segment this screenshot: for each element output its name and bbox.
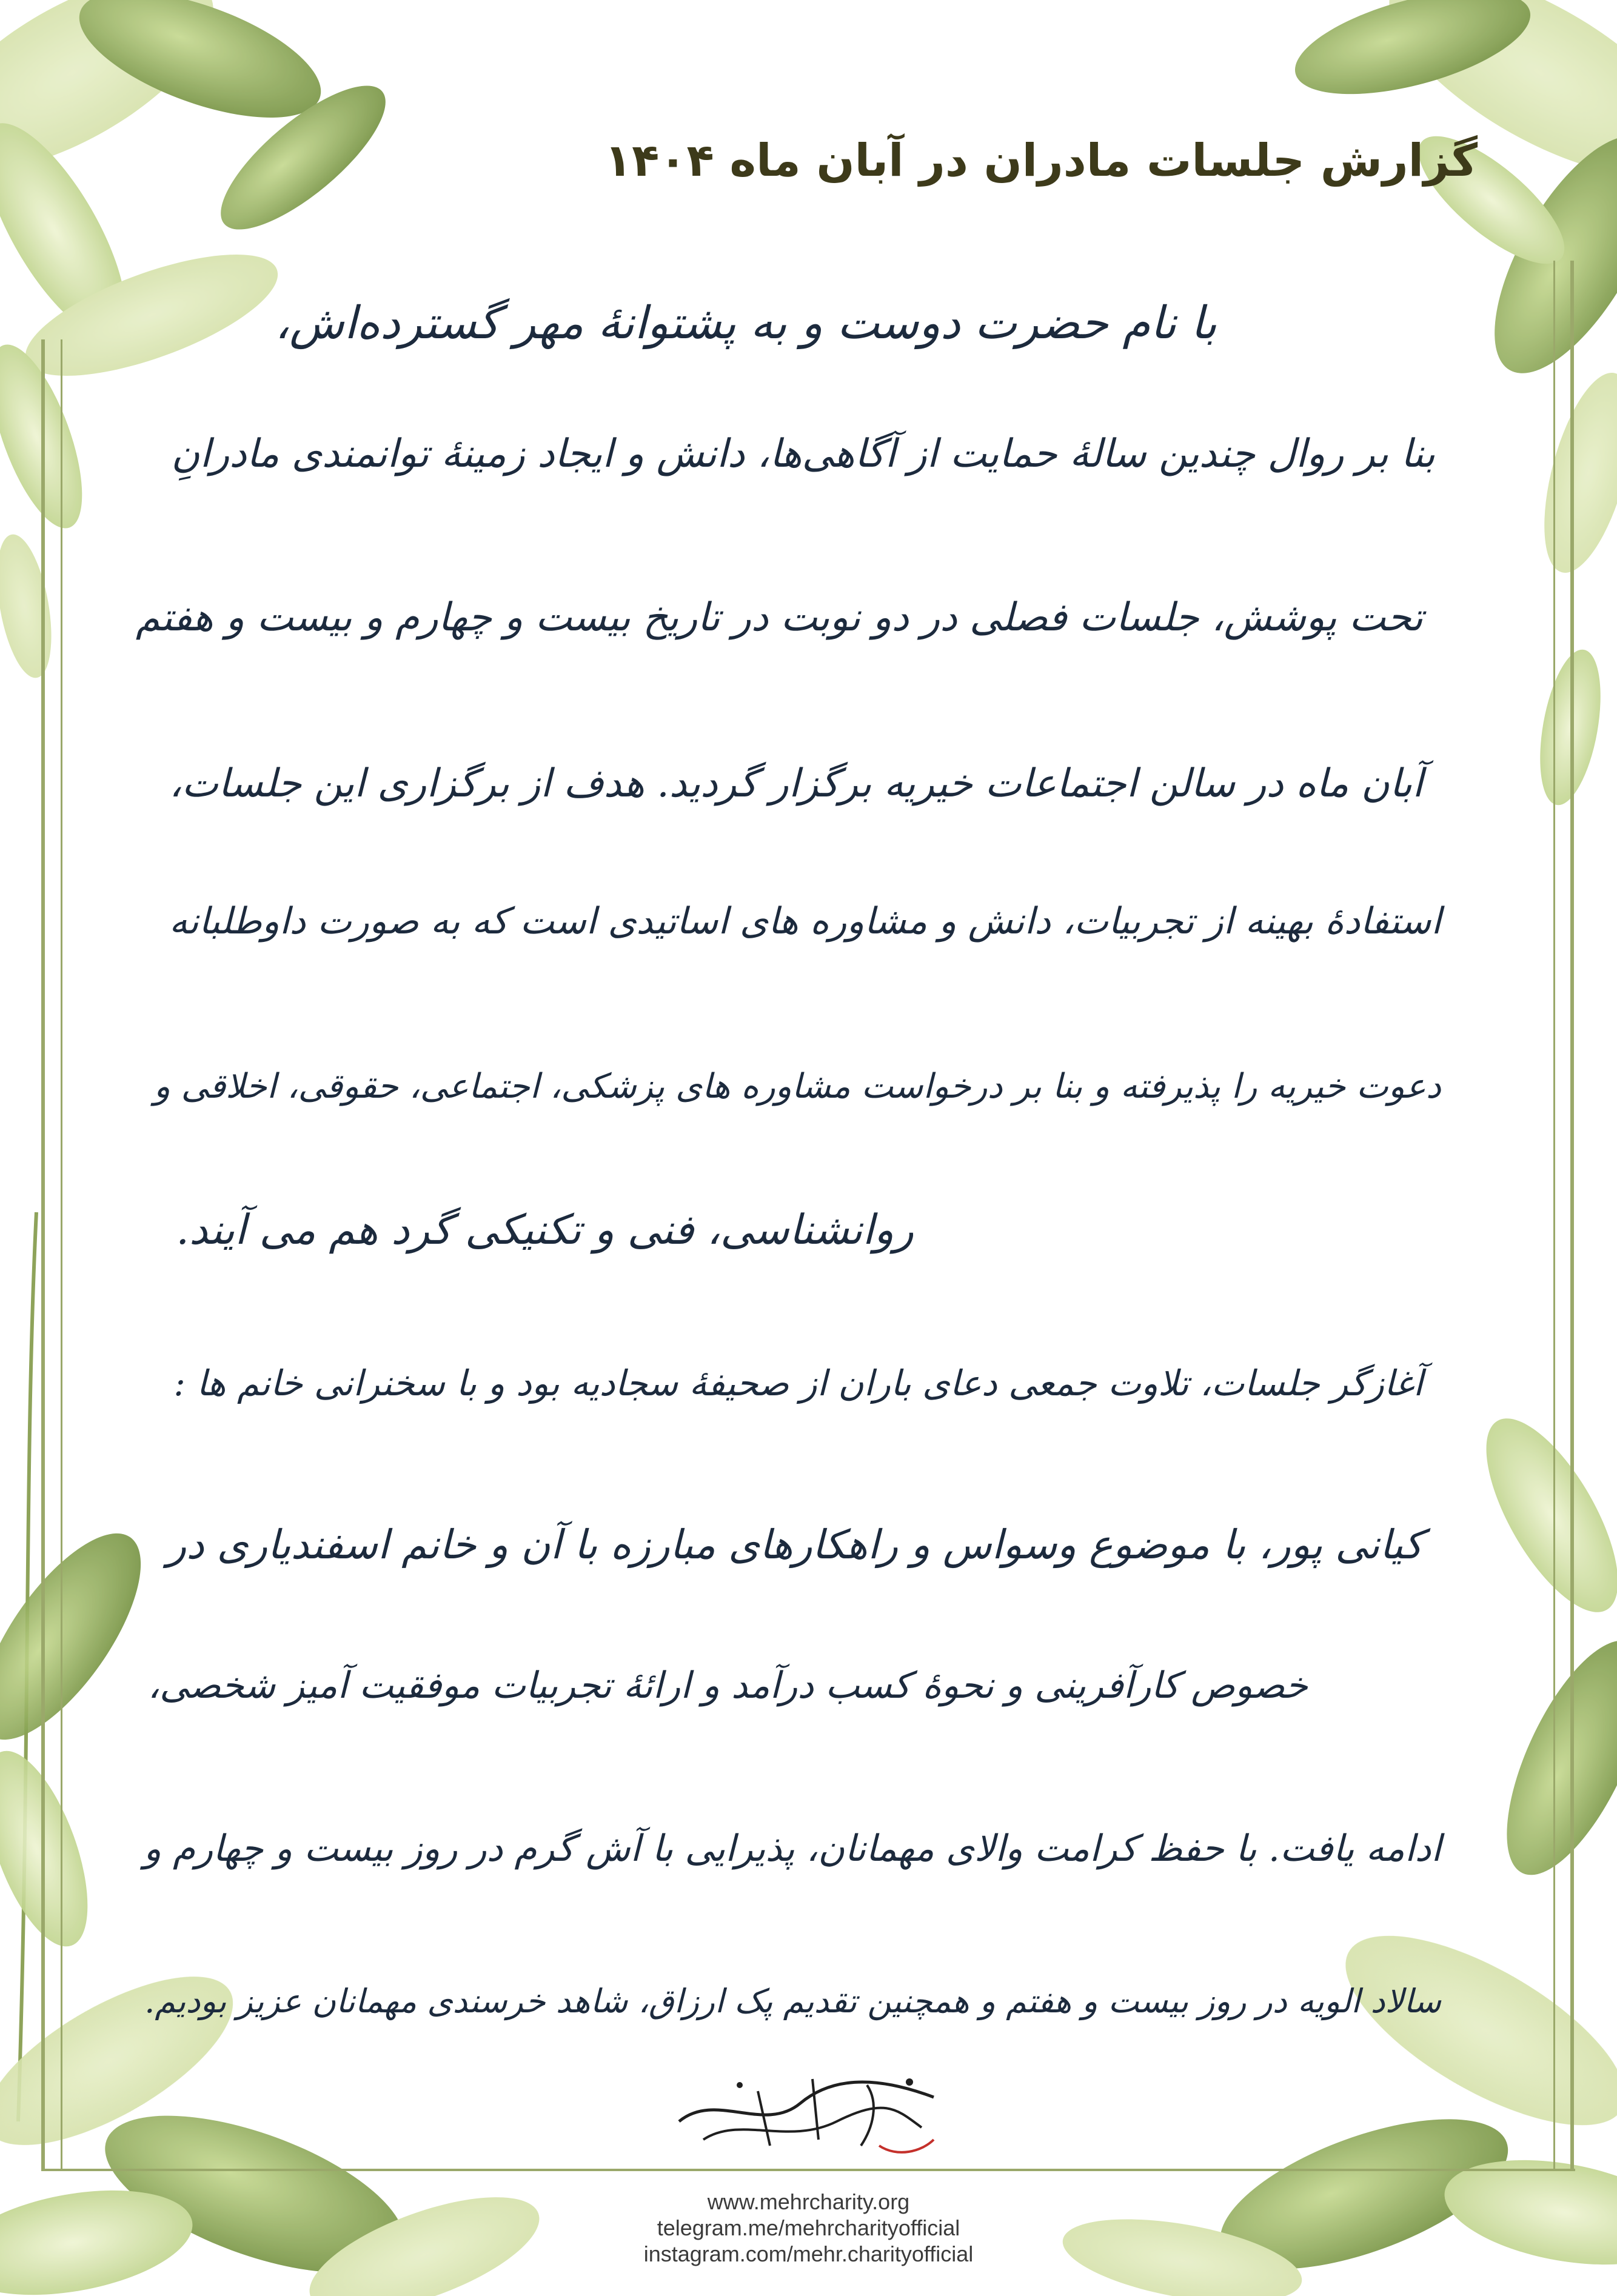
footer-website[interactable]: www.mehrcharity.org bbox=[707, 2189, 910, 2214]
document-title: گزارش جلسات مادران در آبان ماه ۱۴۰۴ bbox=[604, 135, 1478, 187]
body-line: تحت پوشش، جلسات فصلی در دو نوبت در تاریخ بیست و چهارم و بیست و هفتم bbox=[135, 595, 1423, 640]
body-line: استفادهٔ بهینه از تجربیات، دانش و مشاوره های اساتیدی است که به صورت داوطلبانه bbox=[169, 900, 1441, 943]
body-line: آبان ماه در سالن اجتماعات خیریه برگزار گردید. هدف از برگزاری این جلسات، bbox=[169, 761, 1423, 806]
body-line: روانشناسی، فنی و تکنیکی گرد هم می آیند. bbox=[176, 1206, 914, 1254]
footer-instagram[interactable]: instagram.com/mehr.charityofficial bbox=[643, 2241, 974, 2266]
body-line: ادامه یافت. با حفظ کرامت والای مهمانان، پذیرایی با آش گرم در روز بیست و چهارم و bbox=[144, 1827, 1441, 1870]
greeting-line: با نام حضرت دوست و به پشتوانهٔ مهر گسترده‌اش، bbox=[275, 297, 1217, 349]
body-line: کیانی پور، با موضوع وسواس و راهکارهای مبارزه با آن و خانم اسفندیاری در bbox=[167, 1521, 1423, 1568]
body-line: دعوت خیریه را پذیرفته و بنا بر درخواست مشاوره های پزشکی، اجتماعی، حقوقی، اخلاقی و bbox=[153, 1067, 1441, 1106]
body-line: خصوص کارآفرینی و نحوهٔ کسب درآمد و ارائهٔ تجربیات موفقیت آمیز شخصی، bbox=[147, 1664, 1308, 1707]
body-line: آغازگر جلسات، تلاوت جمعی دعای باران از صحیفهٔ سجادیه بود و با سخنرانی خانم ها : bbox=[173, 1363, 1423, 1404]
footer-telegram[interactable]: telegram.me/mehrcharityofficial bbox=[657, 2215, 960, 2240]
body-line: بنا بر روال چندین سالهٔ حمایت از آگاهی‌ها، دانش و ایجاد زمینهٔ توانمندی مادرانِ bbox=[171, 432, 1435, 476]
charity-logo bbox=[667, 2055, 946, 2170]
body-line: سالاد الویه در روز بیست و هفتم و همچنین تقدیم پک ارزاق، شاهد خرسندی مهمانان عزیز بودیم. bbox=[144, 1982, 1441, 2020]
